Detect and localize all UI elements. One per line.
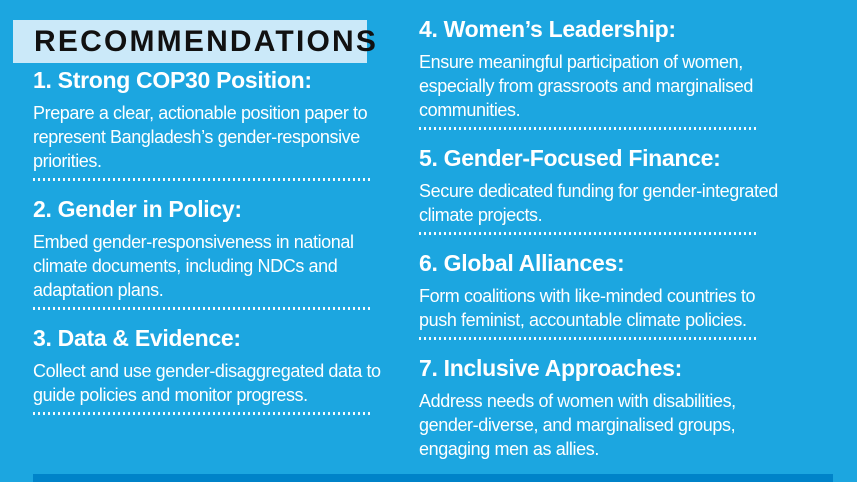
recommendation-body: Prepare a clear, actionable position paper to represent Bangladesh’s gender-responsive priorities.	[33, 103, 368, 171]
dotted-separator	[419, 337, 757, 340]
recommendation-item-3	[33, 325, 419, 415]
recommendations-column-left	[33, 67, 419, 430]
page-title: RECOMMENDATIONS	[34, 24, 379, 58]
recommendation-body: Form coalitions with like-minded countries to push feminist, accountable climate policies.	[419, 286, 756, 330]
recommendation-item-4	[419, 16, 805, 130]
recommendation-item-7	[419, 355, 805, 461]
recommendation-item-2	[33, 196, 419, 310]
dotted-separator	[33, 307, 371, 310]
recommendation-title: 2. Gender in Policy:	[33, 196, 242, 222]
recommendations-column-right	[419, 16, 805, 466]
recommendation-body: Collect and use gender-disaggregated data to guide policies and monitor progress.	[33, 361, 381, 405]
recommendation-body: Embed gender-responsiveness in national climate documents, including NDCs and adaptation plans.	[33, 232, 354, 300]
recommendation-title: 1. Strong COP30 Position:	[33, 67, 312, 93]
recommendation-title: 5. Gender-Focused Finance:	[419, 145, 721, 171]
recommendation-body: Address needs of women with disabilities, gender-diverse, and marginalised groups, engaging men as allies.	[419, 391, 736, 459]
dotted-separator	[419, 127, 757, 130]
recommendation-title: 3. Data & Evidence:	[33, 325, 241, 351]
recommendation-item-5	[419, 145, 805, 235]
recommendation-body: Ensure meaningful participation of women, especially from grassroots and marginalised communities.	[419, 52, 753, 120]
bottom-accent-bar	[33, 474, 833, 482]
recommendation-title: 4. Women’s Leadership:	[419, 16, 676, 42]
recommendation-item-6	[419, 250, 805, 340]
recommendation-item-1	[33, 67, 419, 181]
dotted-separator	[33, 178, 371, 181]
recommendation-body: Secure dedicated funding for gender-integrated climate projects.	[419, 181, 778, 225]
title-box	[13, 20, 379, 63]
recommendation-title: 7. Inclusive Approaches:	[419, 355, 682, 381]
dotted-separator	[33, 412, 371, 415]
dotted-separator	[419, 232, 757, 235]
recommendation-title: 6. Global Alliances:	[419, 250, 625, 276]
